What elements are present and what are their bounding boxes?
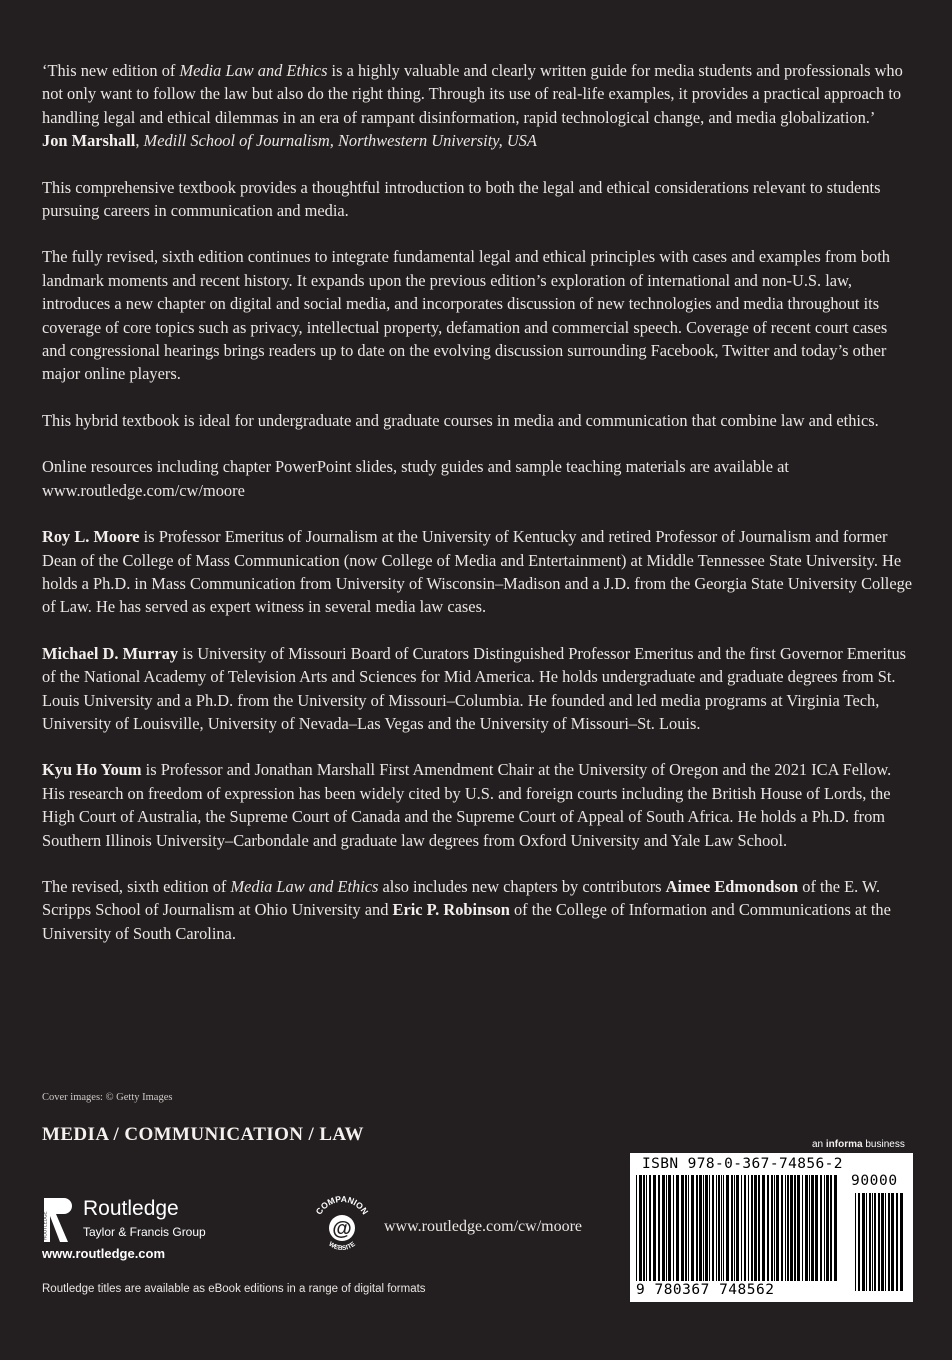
barcode-bar [797, 1175, 800, 1281]
barcode-bars [636, 1175, 840, 1281]
barcode-bar [874, 1193, 876, 1291]
informa-business-tag: an informa business [812, 1139, 905, 1150]
contributor-name: Aimee Edmondson [665, 876, 799, 896]
svg-text:COMPANION: COMPANION [313, 1193, 371, 1217]
barcode-bar [858, 1193, 860, 1291]
publisher-name: Routledge [83, 1197, 179, 1220]
hybrid-paragraph: This hybrid textbook is ideal for undergraduate and graduate courses in media and communication that combine law and ethics. [42, 410, 879, 430]
barcode-bar [809, 1175, 810, 1281]
barcode-bar [744, 1175, 746, 1281]
barcode-bar [696, 1175, 698, 1281]
barcode-bar [862, 1193, 865, 1291]
isbn-barcode [630, 1153, 913, 1302]
endorser-affiliation: Medill School of Journalism, Northwestern University, USA [143, 131, 537, 151]
barcode-bar [688, 1175, 689, 1281]
barcode-bar [723, 1175, 724, 1281]
barcode-bar [815, 1175, 818, 1281]
book-title: Media Law and Ethics [179, 61, 328, 80]
barcode-bar [872, 1193, 873, 1291]
intro-paragraph: This comprehensive textbook provides a thoughtful introduction to both the legal and ethical considerations relevant to students pursuing careers in communication and media. [42, 177, 881, 221]
barcode-bar [771, 1175, 773, 1281]
barcode-bar [805, 1175, 808, 1281]
author-bio: Michael D. Murray is University of Missouri Board of Curators Distinguished Professor Emeritus and the first Governor Emeritus of the National Academy of Television Arts and Sciences for Mid America. He holds undergraduate and graduate degrees from St. Louis University and a Ph.D. from the University of Missouri–Columbia. He founded and led media programs at Virginia Tech, University of Louisville, University of Nevada–Las Vegas and the University of Missouri–St. Louis. [42, 643, 907, 733]
barcode-bar [705, 1175, 708, 1281]
barcode-bar [703, 1175, 704, 1281]
barcode-bar [748, 1175, 749, 1281]
routledge-emblem-icon [42, 1196, 72, 1244]
price-code: 90000 [851, 1173, 898, 1189]
barcode-bar [869, 1193, 871, 1291]
barcode-bar [636, 1175, 637, 1281]
barcode-bar [736, 1175, 739, 1281]
barcode-bar [639, 1175, 642, 1281]
barcode-bar [691, 1175, 694, 1281]
barcode-bar [787, 1175, 789, 1281]
barcode-bar [767, 1175, 769, 1281]
barcode-bar [653, 1175, 656, 1281]
barcode-bar [668, 1175, 671, 1281]
barcode-bar [685, 1175, 687, 1281]
endorsement-quote: ‘This new edition of Media Law and Ethics is a highly valuable and clearly written guide for media students and professionals who not only want to follow the law but also do the right thing. Through its use of real-life examples, it provides a practical approach to handling legal and ethical dilemmas in an era of rampant disinformation, rapid technological change, and media globalization.’ [42, 61, 903, 127]
barcode-bar [855, 1193, 856, 1291]
barcode-bar [646, 1175, 647, 1281]
barcode-bar [681, 1175, 684, 1281]
barcode-bar [721, 1175, 722, 1281]
barcode-bar [774, 1175, 775, 1281]
companion-website-icon [306, 1190, 378, 1262]
barcode-bar [662, 1175, 665, 1281]
barcode-addon-bars [855, 1193, 905, 1291]
barcode-bar [754, 1175, 757, 1281]
barcode-bar [649, 1175, 651, 1281]
endorsement-attribution: Jon Marshall, Medill School of Journalism, Northwestern University, USA [42, 131, 537, 151]
barcode-bar [781, 1175, 783, 1281]
barcode-bar [888, 1193, 890, 1291]
barcode-bar [658, 1175, 660, 1281]
barcode-bar [699, 1175, 702, 1281]
barcode-bar [734, 1175, 735, 1281]
isbn-label: ISBN 978-0-367-74856-2 [642, 1156, 843, 1172]
barcode-bar [776, 1175, 779, 1281]
companion-website-url[interactable]: www.routledge.com/cw/moore [384, 1218, 583, 1235]
barcode-bar [826, 1175, 829, 1281]
barcode-bar [712, 1175, 714, 1281]
barcode-bar [900, 1193, 903, 1291]
author-bio: Roy L. Moore is Professor Emeritus of Journalism at the University of Kentucky and retired Professor of Journalism and former Dean of the College of Mass Communication (now College of Media and Entertainment) at Middle Tennessee State University. He holds a Ph.D. in Mass Communication from University of Wisconsin–Madison and a J.D. from the Georgia State University College of Law. He has served as expert witness in several media law cases. [42, 527, 913, 617]
back-cover-text [42, 59, 914, 945]
barcode-bar [718, 1175, 720, 1281]
barcode-bar [802, 1175, 803, 1281]
svg-text:ROUTLEDGE: ROUTLEDGE [42, 1211, 48, 1240]
barcode-bar [891, 1193, 894, 1291]
contributors-paragraph: The revised, sixth edition of Media Law and Ethics also includes new chapters by contributors Aimee Edmondson of the E. W. Scripps School of Journalism at Ohio University and Eric P. Robinson of the College of Information and Communications at the University of South Carolina. [42, 876, 891, 943]
barcode-bar [731, 1175, 733, 1281]
barcode-bar [785, 1175, 786, 1281]
barcode-bar [896, 1193, 898, 1291]
author-name: Michael D. Murray [42, 643, 179, 663]
author-name: Roy L. Moore [42, 527, 140, 547]
barcode-bar [673, 1175, 674, 1281]
barcode-bar [824, 1175, 825, 1281]
barcode-bar [878, 1193, 880, 1291]
subject-category: MEDIA / COMMUNICATION / LAW [42, 1124, 364, 1145]
cover-image-credit: Cover images: © Getty Images [42, 1092, 173, 1103]
revised-paragraph: The fully revised, sixth edition continues to integrate fundamental legal and ethical principles with cases and examples from both landmark moments and recent history. It expands upon the previous edition’s exploration of international and non-U.S. law, introduces a new chapter on digital and social media, and incorporates discussion of new technologies and media throughout its coverage of core topics such as privacy, intellectual property, defamation and commercial speech. Coverage of recent court cases and congressional hearings brings readers up to date on the evolving discussion surrounding Facebook, Twitter and today’s other major online players. [42, 247, 890, 384]
barcode-bar [794, 1175, 796, 1281]
barcode-bar [726, 1175, 729, 1281]
barcode-bar [885, 1193, 886, 1291]
barcode-bar [790, 1175, 793, 1281]
online-resources-paragraph: Online resources including chapter PowerPoint slides, study guides and sample teaching materials are available at www.routledge.com/cw/moore [42, 457, 789, 500]
publisher-group: Taylor & Francis Group [83, 1225, 206, 1239]
barcode-bar [741, 1175, 742, 1281]
ebook-availability-note: Routledge titles are available as eBook editions in a range of digital formats [42, 1283, 426, 1295]
svg-text:@: @ [332, 1218, 352, 1240]
contributor-name: Eric P. Robinson [392, 900, 510, 920]
barcode-bar [811, 1175, 814, 1281]
barcode-bar [676, 1175, 679, 1281]
author-name: Kyu Ho Youm [42, 760, 142, 780]
svg-text:WEBSITE: WEBSITE [327, 1240, 357, 1253]
barcode-bar [758, 1175, 760, 1281]
barcode-bar [716, 1175, 717, 1281]
barcode-bar [762, 1175, 765, 1281]
barcode-bar [866, 1193, 867, 1291]
barcode-bar [820, 1175, 822, 1281]
barcode-bar [751, 1175, 753, 1281]
barcode-bar [709, 1175, 710, 1281]
barcode-bar [666, 1175, 667, 1281]
barcode-bar [830, 1175, 832, 1281]
publisher-url: www.routledge.com [42, 1246, 166, 1261]
barcode-bar [643, 1175, 645, 1281]
barcode-bar [881, 1193, 884, 1291]
barcode-bar [834, 1175, 837, 1281]
endorser-name: Jon Marshall [42, 131, 136, 151]
barcode-digits: 9 780367 748562 [636, 1282, 775, 1298]
author-bio: Kyu Ho Youm is Professor and Jonathan Marshall First Amendment Chair at the University of Oregon and the 2021 ICA Fellow. His research on freedom of expression has been widely cited by U.S. and foreign courts including the British House of Lords, the High Court of Australia, the Supreme Court of Canada and the Supreme Court of Appeal of South Africa. He holds a Ph.D. from Southern Illinois University–Carbondale and graduate law degrees from Oxford University and Yale Law School. [42, 760, 892, 850]
